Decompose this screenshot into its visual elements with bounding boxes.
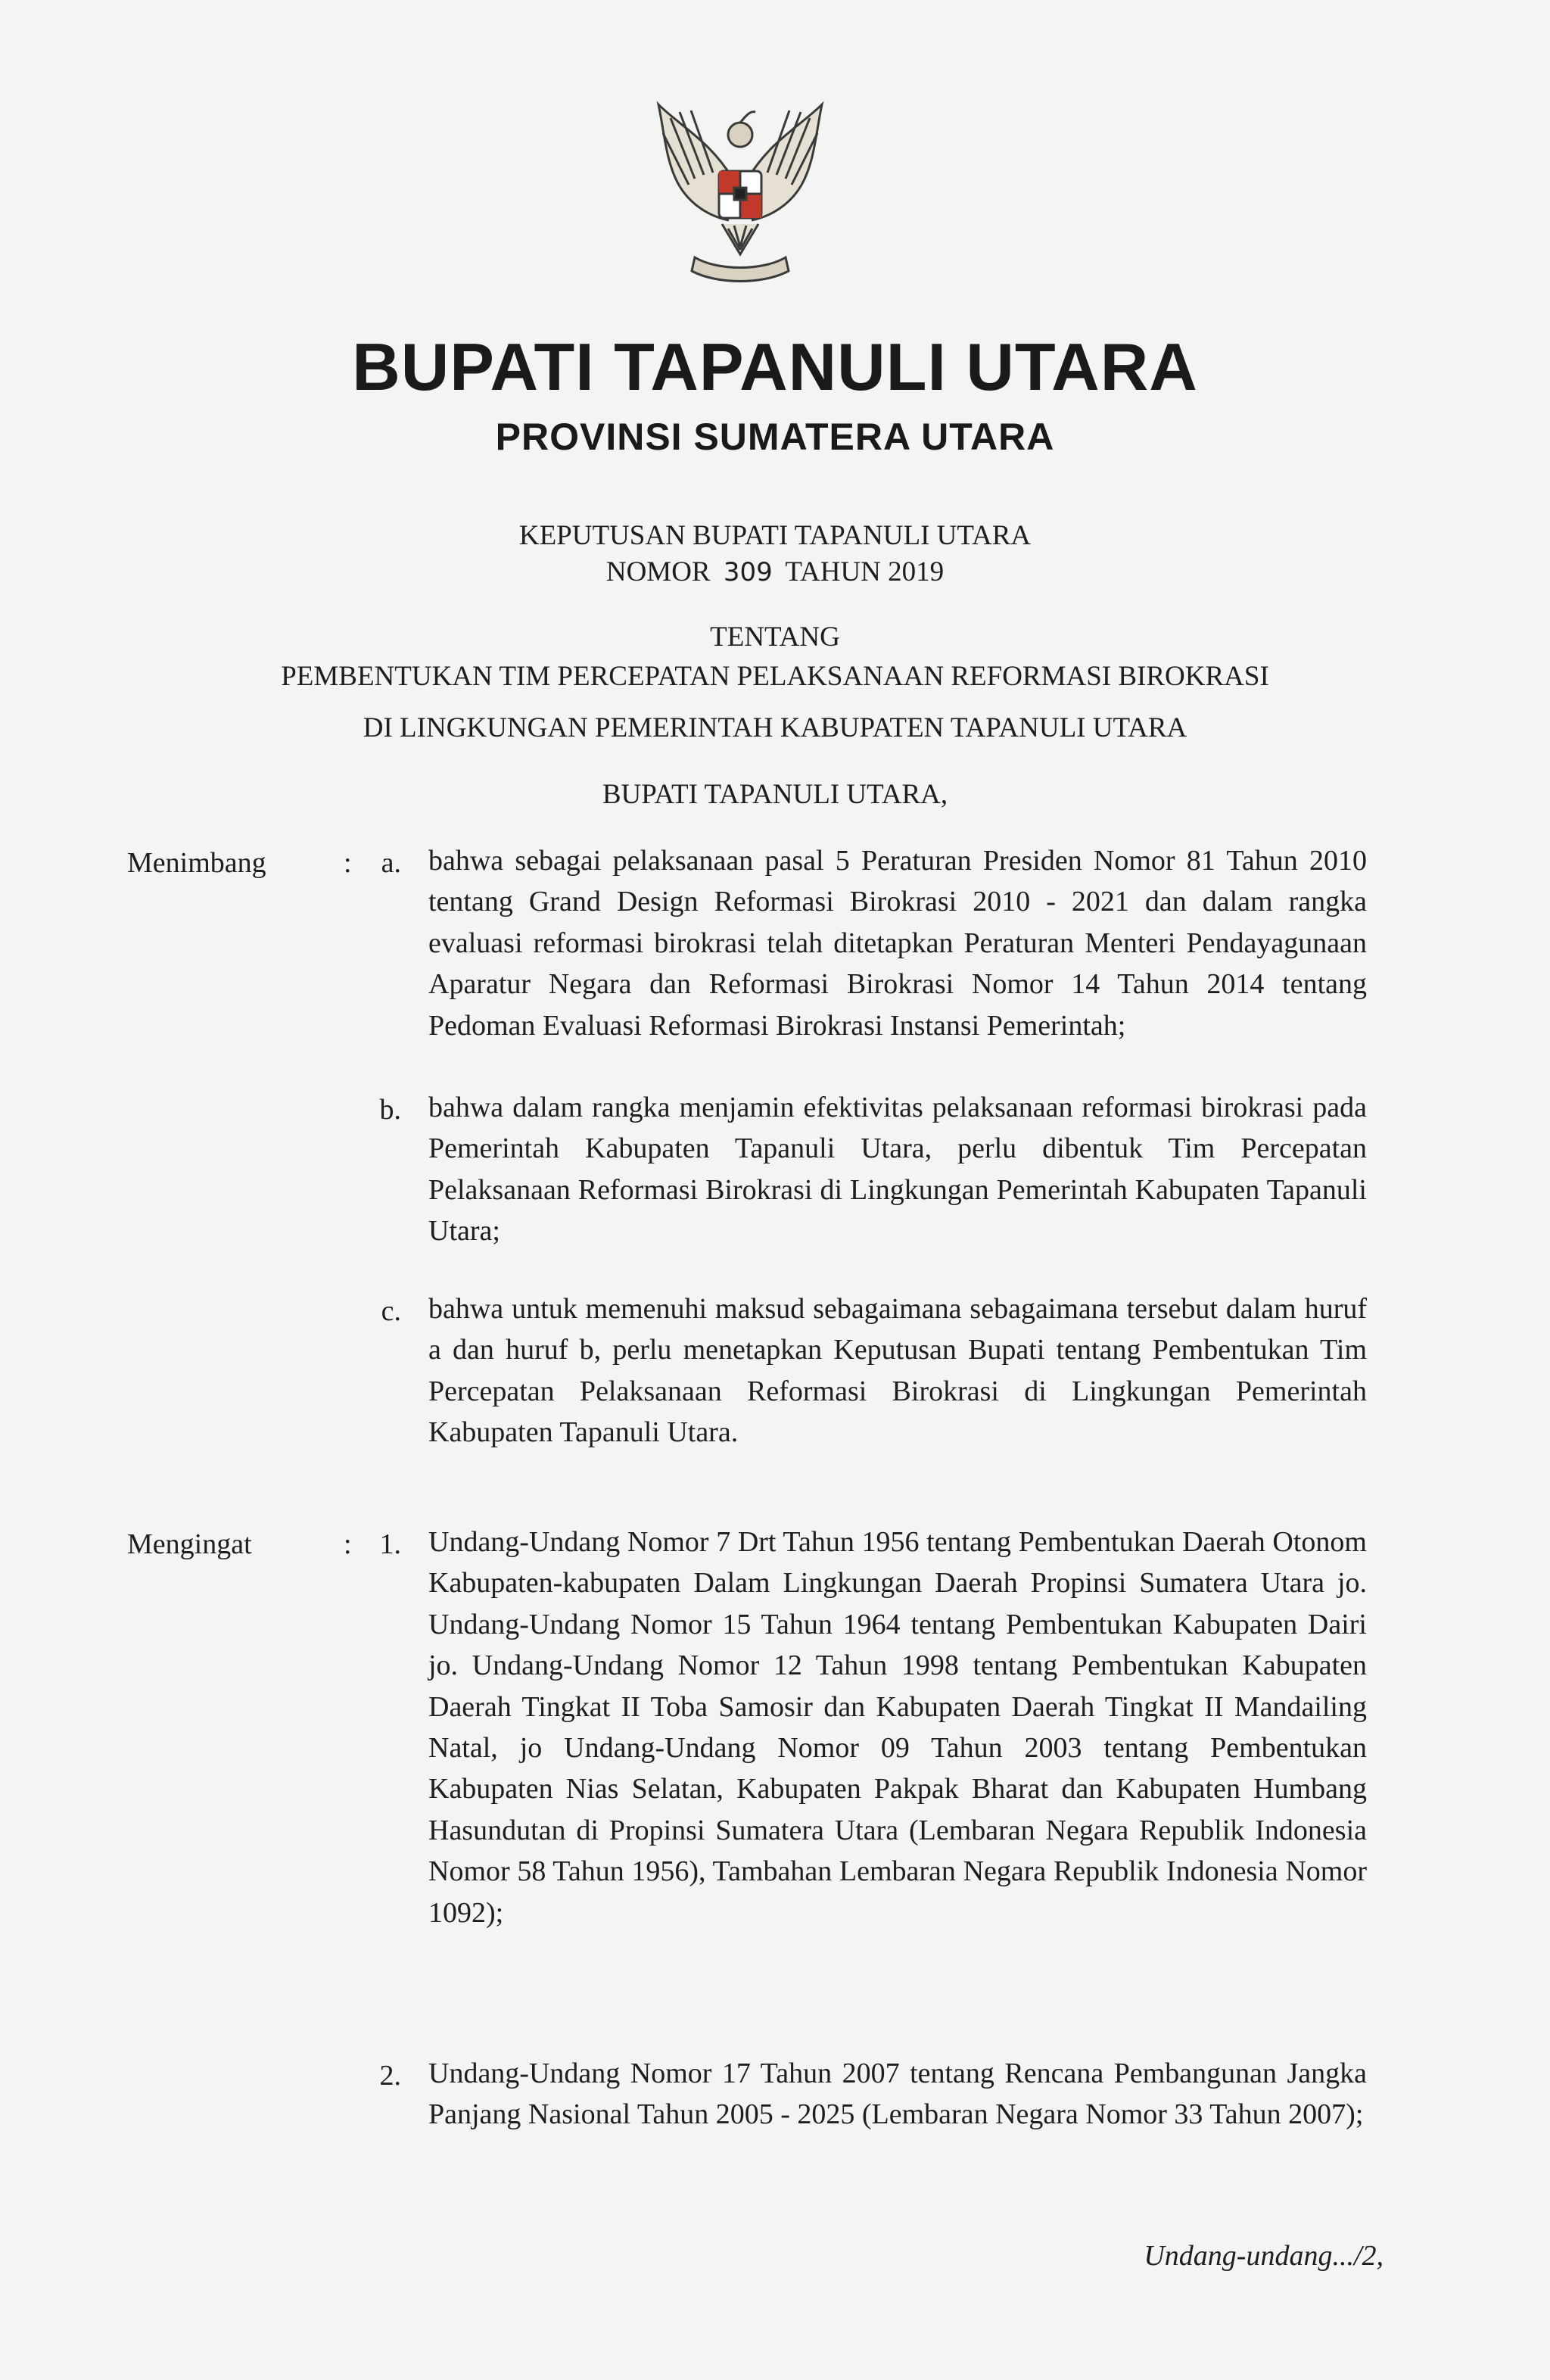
menimbang-marker-c: c. [381, 1295, 401, 1327]
menimbang-marker-a: a. [381, 847, 401, 879]
page-continuation: Undang-undang.../2, [1144, 2240, 1383, 2272]
menimbang-item-c: bahwa untuk memenuhi maksud sebagaimana sebagaimana tersebut dalam huruf a dan huruf b, perlu menetapkan Keputusan Bupati tentang Pembentukan Tim Percepatan Pelaksanaan Reformasi Birokrasi di Lingkungan Pemerintah Kabupaten Tapanuli Utara. [428, 1293, 1367, 1449]
tentang-heading: TENTANG [710, 621, 840, 653]
garuda-emblem-icon [649, 95, 831, 291]
menimbang-item-b: bahwa dalam rangka menjamin efektivitas pelaksanaan reformasi birokrasi pada Pemerintah Kabupaten Tapanuli Utara, perlu dibentuk Tim Percepatan Pelaksanaan Reformasi Birokrasi di Lingkungan Pemerintah Kabupaten Tapanuli Utara; [428, 1092, 1367, 1248]
menimbang-item-a: bahwa sebagai pelaksanaan pasal 5 Peraturan Presiden Nomor 81 Tahun 2010 tentang Grand Design Reformasi Birokrasi 2010 - 2021 dan dalam rangka evaluasi reformasi birokrasi telah ditetapkan Peraturan Menteri Pendayagunaan Aparatur Negara dan Reformasi Birokrasi Nomor 14 Tahun 2014 tentang Pedoman Evaluasi Reformasi Birokrasi Instansi Pemerintah; [428, 845, 1367, 1042]
menimbang-marker-b: b. [379, 1094, 401, 1126]
decree-heading: KEPUTUSAN BUPATI TAPANULI UTARA [518, 520, 1032, 551]
mengingat-marker-1: 1. [379, 1528, 401, 1560]
decree-subject-line-2: DI LINGKUNGAN PEMERINTAH KABUPATEN TAPANULI UTARA [363, 712, 1187, 743]
decree-nomor-prefix: NOMOR [605, 556, 711, 587]
province-subtitle: PROVINSI SUMATERA UTARA [495, 416, 1055, 458]
menimbang-colon: : [344, 847, 352, 879]
decree-year: TAHUN 2019 [785, 556, 945, 587]
mengingat-item-1: Undang-Undang Nomor 7 Drt Tahun 1956 tentang Pembentukan Daerah Otonom Kabupaten-kabupaten Dalam Lingkungan Daerah Propinsi Sumatera Utara jo. Undang-Undang Nomor 15 Tahun 1964 tentang Pembentukan Kabupaten Dairi jo. Undang-Undang Nomor 12 Tahun 1998 tentang Pembentukan Kabupaten Daerah Tingkat II Toba Samosir dan Kabupaten Daerah Tingkat II Mandailing Natal, jo Undang-Undang Nomor 09 Tahun 2003 tentang Pembentukan Kabupaten Nias Selatan, Kabupaten Pakpak Bharat dan Kabupaten Humbang Hasundutan di Propinsi Sumatera Utara (Lembaran Negara Republik Indonesia Nomor 58 Tahun 1956), Tambahan Lembaran Negara Republik Indonesia Nomor 1092); [428, 1526, 1367, 1929]
decree-subject-line-1: PEMBENTUKAN TIM PERCEPATAN PELAKSANAAN REFORMASI BIROKRASI [281, 661, 1269, 692]
menimbang-label: Menimbang [127, 847, 266, 879]
decree-issuer: BUPATI TAPANULI UTARA, [602, 779, 948, 810]
decree-number-handwritten: 309 [723, 557, 773, 587]
government-title: BUPATI TAPANULI UTARA [352, 329, 1198, 404]
decree-number-line [91, 554, 1459, 590]
mengingat-label: Mengingat [127, 1528, 252, 1560]
mengingat-colon: : [344, 1528, 352, 1560]
mengingat-item-2: Undang-Undang Nomor 17 Tahun 2007 tentang Rencana Pembangunan Jangka Panjang Nasional Tahun 2005 - 2025 (Lembaran Negara Nomor 33 Tahun 2007); [428, 2058, 1367, 2131]
mengingat-marker-2: 2. [379, 2060, 401, 2092]
